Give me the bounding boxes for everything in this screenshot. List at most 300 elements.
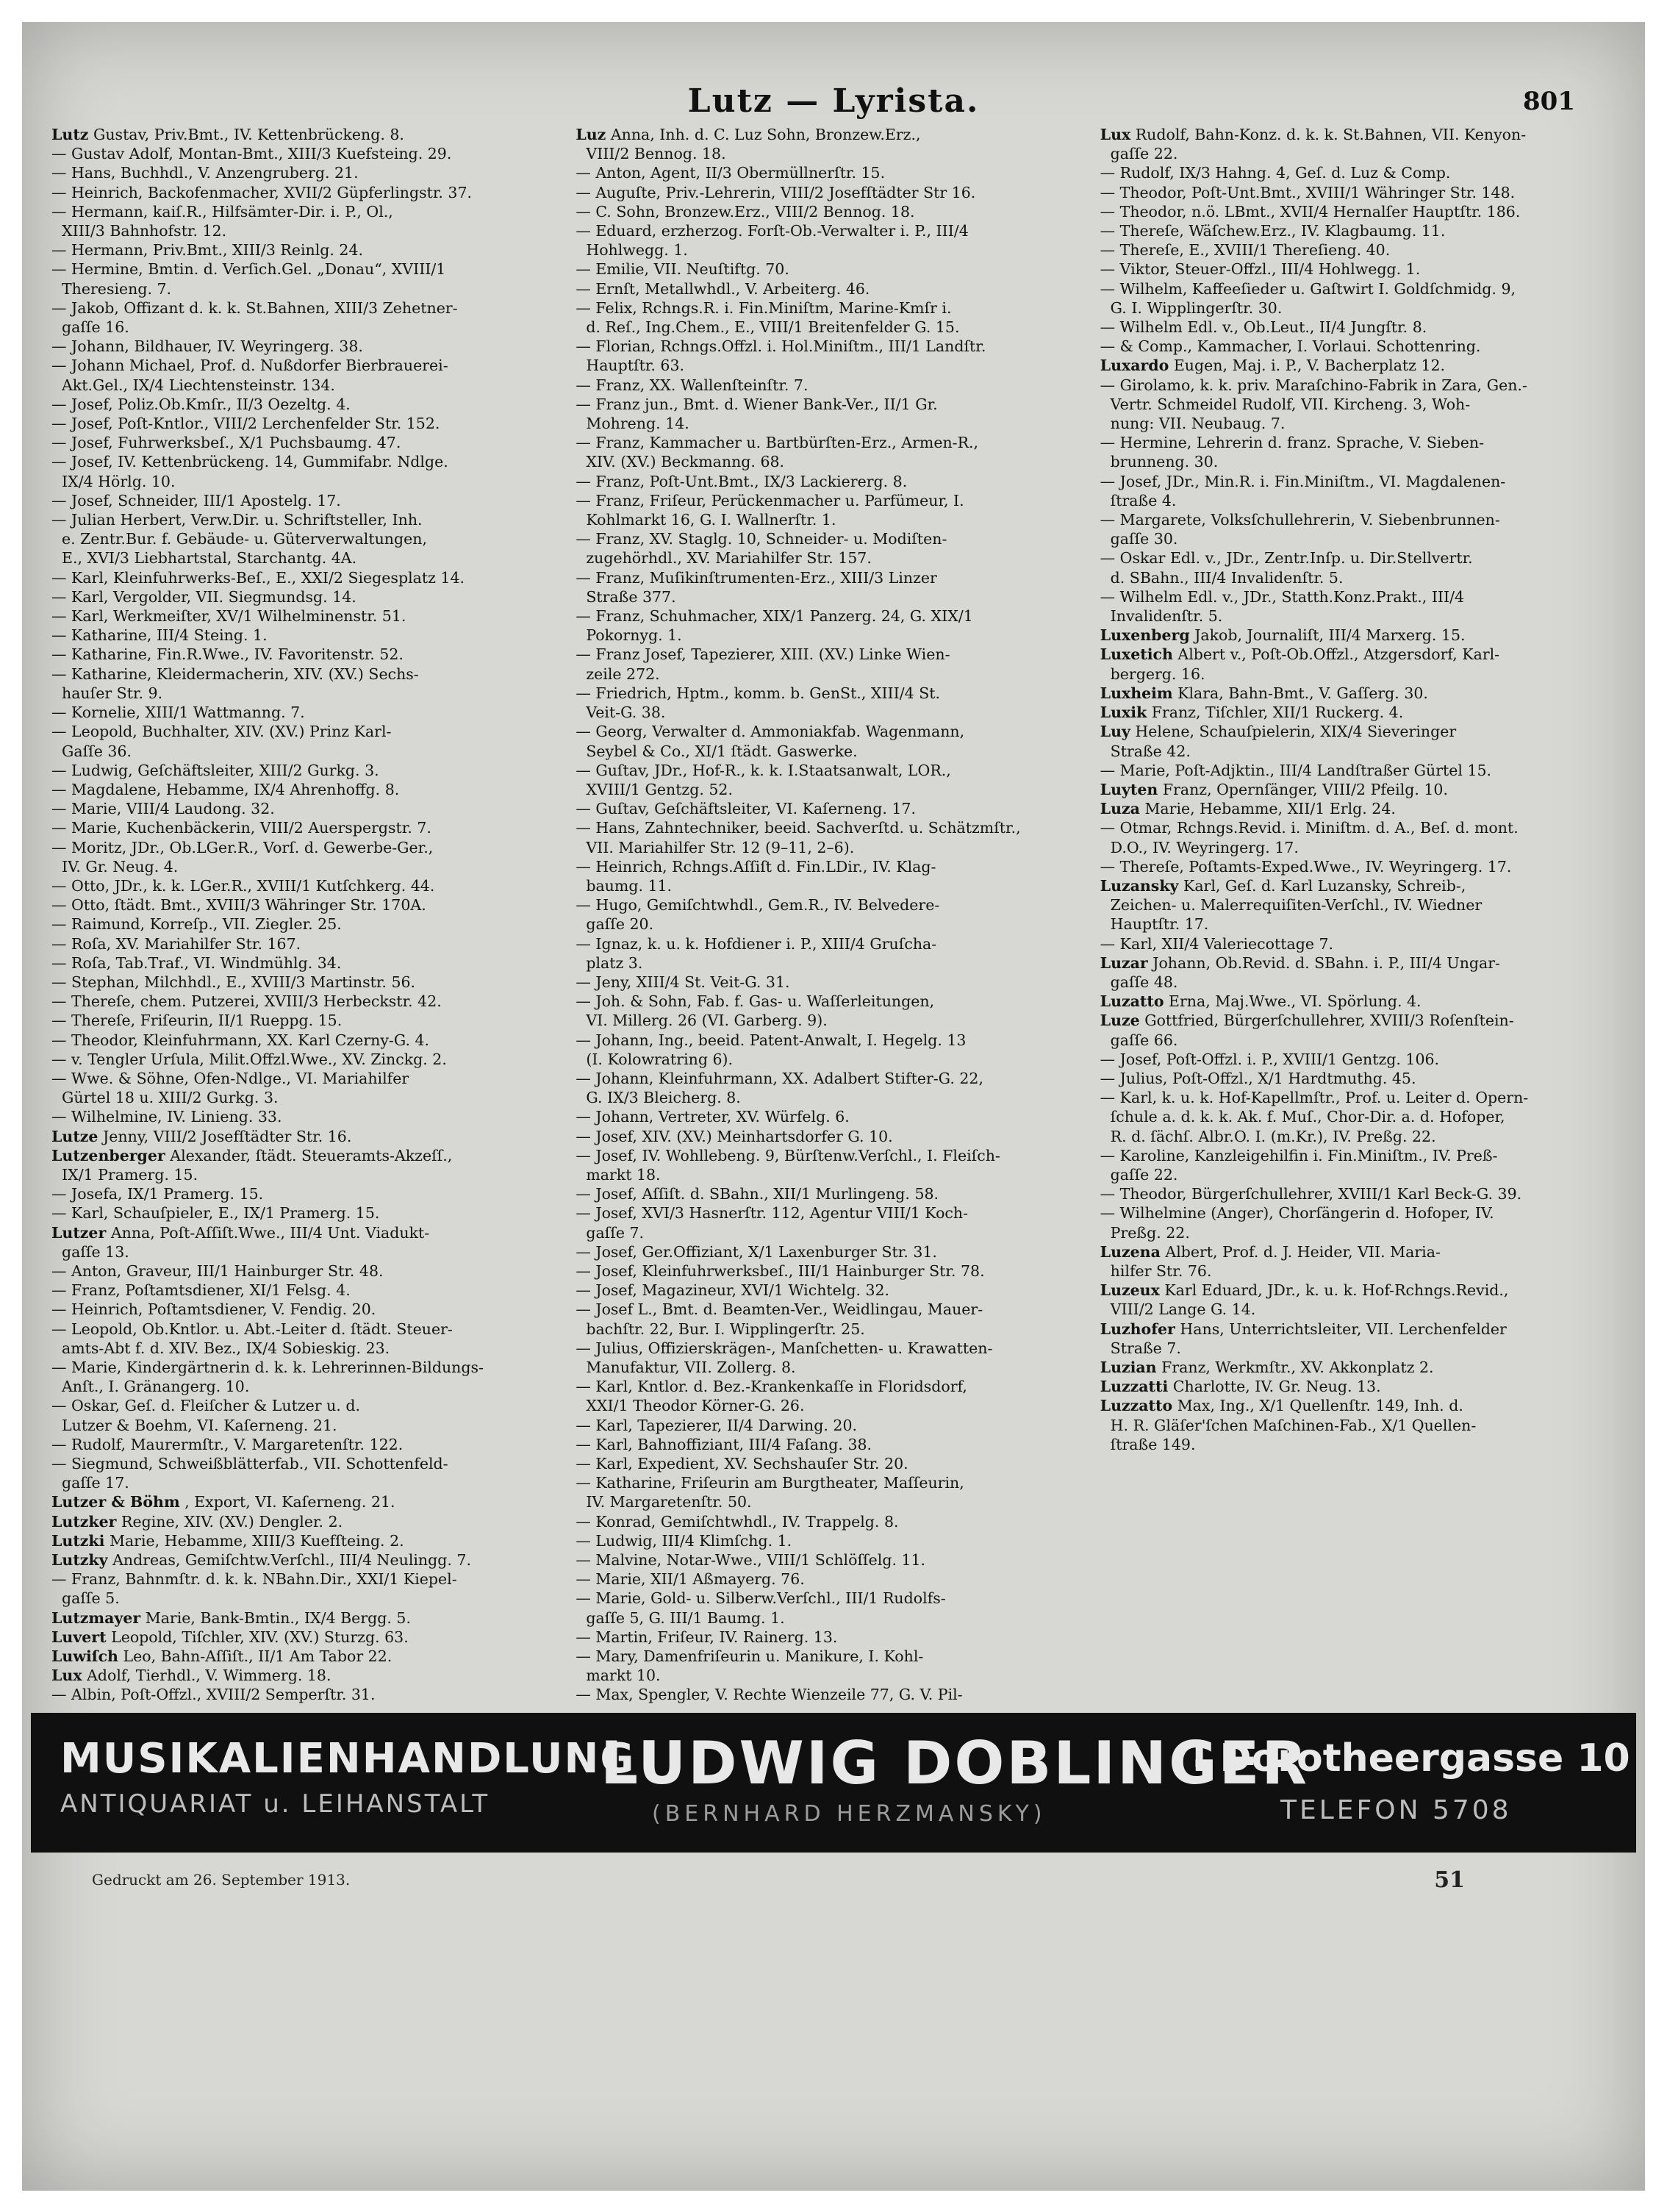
- directory-entry: [576, 1107, 1092, 1126]
- entry-text: — Josef, Kleinfuhrwerksbeſ., III/1 Hainburger Str. 78.: [576, 1261, 985, 1280]
- entry-text: — Josefa, IX/1 Pramerg. 15.: [51, 1185, 264, 1203]
- entry-surname: Lutze: [51, 1127, 98, 1145]
- entry-text: — Johann, Kleinfuhrmann, XX. Adalbert Stifter-G. 22,: [576, 1069, 983, 1087]
- entry-text: — Franz Josef, Tapezierer, XIII. (XV.) Linke Wien-: [576, 645, 950, 664]
- entry-surname: Luzhofer: [1100, 1320, 1175, 1338]
- entry-text: Charlotte, IV. Gr. Neug. 13.: [1172, 1378, 1381, 1396]
- entry-text: — Karl, Bahnoffiziant, III/4 Faſang. 38.: [576, 1435, 872, 1453]
- entry-text: gaſſe 20.: [586, 915, 654, 934]
- entry-continuation: [576, 626, 1092, 645]
- directory-entry: [1100, 279, 1617, 298]
- directory-entry: [576, 1569, 1092, 1589]
- entry-text: Gürtel 18 u. XIII/2 Gurkg. 3.: [62, 1089, 279, 1107]
- directory-entry: [51, 1261, 568, 1281]
- entry-text: G. I. Wipplingerſtr. 30.: [1110, 298, 1283, 317]
- directory-entry: [576, 684, 1092, 703]
- directory-entry: [1100, 202, 1617, 221]
- entry-text: — Katharine, Fin.R.Wwe., IV. Favoritenstr. 52.: [51, 645, 404, 664]
- entry-text: Hans, Unterrichtsleiter, VII. Lerchenfelder: [1180, 1320, 1507, 1338]
- entry-text: — Wilhelmine, IV. Linieng. 33.: [51, 1108, 282, 1126]
- entry-text: — Josef, Aſſiſt. d. SBahn., XII/1 Murlingeng. 58.: [576, 1185, 939, 1203]
- directory-entry: [576, 1203, 1092, 1223]
- directory-entry: [1100, 703, 1617, 722]
- directory-entry: [576, 1242, 1092, 1261]
- entry-text: Theresieng. 7.: [62, 279, 172, 298]
- entry-text: amts-Abt f. d. XIV. Bez., IX/4 Sobieskig. 23.: [62, 1339, 390, 1357]
- entry-continuation: [576, 1088, 1092, 1107]
- entry-text: hauſer Str. 9.: [62, 684, 163, 702]
- entry-text: — Emilie, VII. Neuſtiftg. 70.: [576, 260, 789, 279]
- directory-entry: [1100, 799, 1617, 818]
- entry-text: — Margarete, Volksſchullehrerin, V. Siebenbrunnen-: [1100, 511, 1500, 529]
- directory-entry: [51, 395, 568, 414]
- entry-text: — Thereſe, Wäſchew.Erz., IV. Klagbaumg. 11.: [1100, 222, 1446, 240]
- directory-entry: [51, 1146, 568, 1165]
- entry-text: — Katharine, Kleidermacherin, XIV. (XV.) Sechs-: [51, 665, 419, 683]
- directory-entry: [576, 529, 1092, 548]
- entry-text: Helene, Schauſpielerin, XIX/4 Sieveringer: [1135, 723, 1457, 741]
- directory-entry: [51, 953, 568, 973]
- entry-text: brunneng. 30.: [1110, 453, 1219, 471]
- entry-text: — Katharine, III/4 Steing. 1.: [51, 626, 268, 645]
- entry-text: — Leopold, Ob.Kntlor. u. Abt.-Leiter d. ſtädt. Steuer-: [51, 1320, 453, 1338]
- entry-text: — Josef L., Bmt. d. Beamten-Ver., Weidlingau, Mauer-: [576, 1300, 983, 1319]
- directory-entry: [51, 1184, 568, 1203]
- directory-entry: [51, 1396, 568, 1415]
- entry-surname: Lutzenberger: [51, 1146, 165, 1164]
- entry-text: Gottfried, Bürgerſchullehrer, XVIII/3 Roſenſtein-: [1144, 1012, 1514, 1030]
- entry-continuation: [51, 548, 568, 568]
- directory-entry: [576, 1473, 1092, 1492]
- entry-surname: Luwiſch: [51, 1647, 118, 1666]
- entry-text: zeile 272.: [586, 665, 660, 683]
- directory-entry: [1100, 1242, 1617, 1261]
- directory-entry: [51, 761, 568, 780]
- directory-entry: [51, 510, 568, 529]
- directory-page: [22, 22, 1645, 2191]
- entry-text: ſtraße 149.: [1110, 1435, 1196, 1453]
- directory-entry: [576, 279, 1092, 298]
- entry-text: — Theodor, Poſt-Unt.Bmt., XVIII/1 Währinger Str. 148.: [1100, 183, 1516, 201]
- entry-text: ſchule a. d. k. k. Ak. f. Muſ., Chor-Dir. a. d. Hofoper,: [1110, 1108, 1505, 1126]
- directory-entry: [576, 1550, 1092, 1569]
- directory-entry: [51, 895, 568, 914]
- directory-entry: [576, 1031, 1092, 1050]
- entry-text: — Viktor, Steuer-Offzl., III/4 Hohlwegg. 1.: [1100, 260, 1421, 279]
- entry-continuation: [51, 1473, 568, 1492]
- entry-text: bachſtr. 22, Bur. I. Wipplingerſtr. 25.: [586, 1320, 865, 1338]
- directory-entry: [51, 183, 568, 202]
- entry-continuation: [51, 529, 568, 548]
- entry-text: Hohlwegg. 1.: [586, 241, 688, 260]
- directory-entry: [1100, 183, 1617, 202]
- entry-text: gaſſe 22.: [1110, 145, 1178, 163]
- directory-entry: [51, 665, 568, 684]
- entry-text: IX/4 Hörlg. 10.: [62, 472, 176, 490]
- entry-text: — Johann Michael, Prof. d. Nußdorfer Bierbrauerei-: [51, 357, 448, 375]
- directory-entry: [1100, 626, 1617, 645]
- directory-entry: [1100, 1396, 1617, 1415]
- entry-text: IV. Gr. Neug. 4.: [62, 857, 179, 876]
- directory-entry: [51, 606, 568, 626]
- directory-entry: [576, 1512, 1092, 1531]
- entry-continuation: [576, 452, 1092, 471]
- directory-entry: [51, 780, 568, 799]
- directory-entry: [1100, 125, 1617, 144]
- entry-text: — Theodor, Bürgerſchullehrer, XVIII/1 Karl Beck-G. 39.: [1100, 1185, 1522, 1203]
- entry-continuation: [51, 1242, 568, 1261]
- directory-entry: [1100, 857, 1617, 876]
- entry-text: — Josef, Fuhrwerksbeſ., X/1 Puchsbaumg. 47.: [51, 434, 401, 452]
- entry-text: Alexander, ſtädt. Steueramts-Akzeſſ.,: [170, 1146, 453, 1164]
- entry-text: — Malvine, Notar-Wwe., VIII/1 Schlöſſelg. 11.: [576, 1551, 926, 1569]
- directory-entry: [576, 1435, 1092, 1454]
- column-right: [1100, 125, 1617, 1705]
- entry-continuation: [51, 1339, 568, 1358]
- entry-text: — Katharine, Friſeurin am Burgtheater, Maſſeurin,: [576, 1474, 964, 1492]
- entry-text: Albert v., Poſt-Ob.Offzl., Atzgersdorf, Karl-: [1177, 645, 1500, 664]
- directory-entry: [1100, 818, 1617, 837]
- entry-text: D.O., IV. Weyringerg. 17.: [1110, 838, 1299, 856]
- directory-entry: [1100, 587, 1617, 606]
- entry-text: — Guſtav, Geſchäftsleiter, VI. Kaſerneng. 17.: [576, 800, 916, 818]
- directory-entry: [51, 298, 568, 318]
- entry-continuation: [576, 1165, 1092, 1184]
- entry-text: — Marie, XII/1 Aßmayerg. 76.: [576, 1570, 805, 1589]
- entry-surname: Luzzatto: [1100, 1397, 1173, 1415]
- entry-text: gaſſe 22.: [1110, 1165, 1178, 1184]
- directory-entry: [576, 722, 1092, 741]
- entry-text: VII. Mariahilfer Str. 12 (9–11, 2–6).: [586, 838, 855, 856]
- directory-entry: [51, 1550, 568, 1569]
- entry-text: Invalidenſtr. 5.: [1110, 607, 1223, 626]
- sheet-signature: 51: [1434, 1867, 1465, 1893]
- entry-text: gaſſe 16.: [62, 318, 129, 337]
- entry-text: — Heinrich, Rchngs.Aſſiſt d. Fin.LDir., IV. Klag-: [576, 857, 936, 876]
- directory-columns: [51, 125, 1617, 1705]
- entry-continuation: [1100, 1223, 1617, 1242]
- entry-text: VI. Millerg. 26 (VI. Garberg. 9).: [586, 1012, 828, 1030]
- entry-continuation: [576, 1608, 1092, 1628]
- directory-entry: [576, 125, 1092, 144]
- entry-continuation: [1100, 568, 1617, 587]
- entry-text: markt 10.: [586, 1667, 661, 1685]
- entry-text: — Franz, Bahnmſtr. d. k. k. NBahn.Dir., XXI/1 Kiepel-: [51, 1570, 457, 1589]
- entry-text: baumg. 11.: [586, 876, 673, 895]
- entry-text: Johann, Ob.Revid. d. SBahn. i. P., III/4 Ungar-: [1152, 953, 1500, 972]
- entry-text: — Marie, Kindergärtnerin d. k. k. Lehrerinnen-Bildungs-: [51, 1359, 484, 1376]
- directory-entry: [51, 491, 568, 510]
- directory-entry: [51, 838, 568, 857]
- entry-text: — Franz, Friſeur, Perückenmacher u. Parfümeur, I.: [576, 491, 964, 509]
- entry-text: — Hermann, kaiſ.R., Hilfsämter-Dir. i. P., Ol.,: [51, 202, 393, 221]
- entry-text: — Marie, Kuchenbäckerin, VIII/2 Auerspergstr. 7.: [51, 819, 431, 837]
- entry-text: — Roſa, Tab.Traf., VI. Windmühlg. 34.: [51, 953, 342, 972]
- entry-text: gaſſe 5, G. III/1 Baumg. 1.: [586, 1608, 785, 1627]
- entry-continuation: [576, 780, 1092, 799]
- entry-text: — Josef, XVI/3 Hasnerſtr. 112, Agentur VIII/1 Koch-: [576, 1204, 969, 1223]
- directory-entry: [576, 1531, 1092, 1550]
- entry-text: — Thereſe, Friſeurin, II/1 Rueppg. 15.: [51, 1012, 343, 1030]
- directory-entry: [1100, 645, 1617, 664]
- entry-text: — Josef, Poliz.Ob.Kmſr., II/3 Oezeltg. 4.: [51, 395, 351, 413]
- entry-text: — Karl, Kntlor. d. Bez.-Krankenkaſſe in Floridsdorf,: [576, 1378, 967, 1396]
- directory-entry: [51, 1647, 568, 1666]
- directory-entry: [51, 818, 568, 837]
- entry-text: Marie, Hebamme, XIII/3 Kuefſteing. 2.: [109, 1531, 404, 1550]
- entry-text: Klara, Bahn-Bmt., V. Gaſſerg. 30.: [1177, 684, 1428, 702]
- directory-entry: [1100, 548, 1617, 568]
- directory-entry: [51, 1358, 568, 1377]
- entry-continuation: [51, 1088, 568, 1107]
- entry-text: — Ludwig, III/4 Klimſchg. 1.: [576, 1531, 792, 1550]
- entry-text: — Josef, Magazineur, XVI/1 Wichtelg. 32.: [576, 1281, 890, 1300]
- entry-continuation: [576, 144, 1092, 163]
- print-date: Gedruckt am 26. September 1913.: [92, 1871, 351, 1889]
- entry-continuation: [576, 703, 1092, 722]
- directory-entry: [576, 1416, 1092, 1435]
- entry-surname: Luze: [1100, 1012, 1140, 1030]
- entry-surname: Luz: [576, 126, 606, 143]
- entry-text: — Heinrich, Poſtamtsdiener, V. Fendig. 20.: [51, 1300, 376, 1319]
- entry-text: XIV. (XV.) Beckmanng. 68.: [586, 453, 785, 471]
- entry-text: Jenny, VIII/2 Josefſtädter Str. 16.: [103, 1127, 352, 1145]
- entry-continuation: [51, 1589, 568, 1608]
- entry-text: — Thereſe, Poſtamts-Exped.Wwe., IV. Weyringerg. 17.: [1100, 857, 1512, 876]
- entry-text: Andreas, Gemiſchtw.Verſchl., III/4 Neulingg. 7.: [112, 1551, 471, 1569]
- entry-continuation: [1100, 1031, 1617, 1050]
- entry-text: Leo, Bahn-Aſſiſt., II/1 Am Tabor 22.: [123, 1647, 392, 1666]
- directory-entry: [576, 1069, 1092, 1088]
- entry-text: — Gustav Adolf, Montan-Bmt., XIII/3 Kuefsteing. 29.: [51, 145, 452, 163]
- entry-text: — Franz, Kammacher u. Bartbürſten-Erz., Armen-R.,: [576, 434, 979, 452]
- page-number: 801: [1523, 87, 1575, 116]
- entry-text: Veit-G. 38.: [586, 704, 666, 722]
- entry-text: d. Reſ., Ing.Chem., E., VIII/1 Breitenfelder G. 15.: [586, 318, 960, 337]
- entry-continuation: [1100, 529, 1617, 548]
- page-title: Lutz — Lyrista.: [687, 82, 980, 120]
- entry-text: XVIII/1 Gentzg. 52.: [586, 780, 733, 798]
- entry-text: Lutzer & Boehm, VI. Kaſerneng. 21.: [62, 1416, 337, 1434]
- entry-continuation: [1100, 665, 1617, 684]
- entry-text: — Hermine, Lehrerin d. franz. Sprache, V. Sieben-: [1100, 434, 1485, 452]
- directory-entry: [1100, 163, 1617, 182]
- entry-text: Gaſſe 36.: [62, 742, 132, 760]
- entry-text: — Josef, Poſt-Kntlor., VIII/2 Lerchenfelder Str. 152.: [51, 415, 440, 433]
- entry-surname: Luzansky: [1100, 876, 1179, 895]
- entry-text: — Franz, Poſtamtsdiener, XI/1 Felsg. 4.: [51, 1281, 351, 1300]
- directory-entry: [1100, 1281, 1617, 1300]
- entry-text: — Friedrich, Hptm., komm. b. GenSt., XIII/4 St.: [576, 684, 941, 702]
- directory-entry: [1100, 1320, 1617, 1339]
- directory-entry: [51, 1203, 568, 1223]
- entry-text: Adolf, Tierhdl., V. Wimmerg. 18.: [87, 1667, 331, 1685]
- entry-continuation: [51, 279, 568, 298]
- directory-entry: [576, 1261, 1092, 1281]
- entry-continuation: [51, 1416, 568, 1435]
- entry-text: — Hermine, Bmtin. d. Verſich.Gel. „Donau“, XVIII/1: [51, 260, 446, 279]
- entry-surname: Lutzki: [51, 1531, 105, 1550]
- directory-entry: [51, 992, 568, 1011]
- directory-entry: [576, 973, 1092, 992]
- entry-continuation: [51, 472, 568, 491]
- entry-continuation: [1100, 1416, 1617, 1435]
- directory-entry: [1100, 761, 1617, 780]
- entry-text: — Ernſt, Metallwhdl., V. Arbeiterg. 46.: [576, 279, 870, 298]
- entry-text: — & Comp., Kammacher, I. Vorlaui. Schottenring.: [1100, 337, 1481, 356]
- entry-text: Hauptſtr. 17.: [1110, 915, 1209, 934]
- entry-text: — Otto, JDr., k. k. LGer.R., XVIII/1 Kutſchkerg. 44.: [51, 876, 435, 895]
- entry-continuation: [51, 857, 568, 876]
- entry-text: — Eduard, erzherzog. Forſt-Ob.-Verwalter i. P., III/4: [576, 222, 969, 240]
- entry-text: — Albin, Poſt-Offzl., XVIII/2 Semperſtr. 31.: [51, 1686, 376, 1704]
- directory-entry: [576, 183, 1092, 202]
- entry-text: — Thereſe, chem. Putzerei, XVIII/3 Herbeckstr. 42.: [51, 992, 442, 1011]
- directory-entry: [576, 1146, 1092, 1165]
- directory-entry: [51, 125, 568, 144]
- entry-text: Eugen, Maj. i. P., V. Bacherplatz 12.: [1173, 357, 1446, 375]
- directory-entry: [1100, 433, 1617, 452]
- directory-entry: [1100, 1069, 1617, 1088]
- directory-entry: [1100, 684, 1617, 703]
- entry-text: — Oskar, Geſ. d. Fleiſcher & Lutzer u. d.: [51, 1397, 360, 1415]
- entry-text: Kohlmarkt 16, G. I. Wallnerſtr. 1.: [586, 511, 836, 529]
- entry-text: Rudolf, Bahn-Konz. d. k. k. St.Bahnen, VII. Kenyon-: [1135, 126, 1527, 143]
- directory-entry: [51, 337, 568, 356]
- entry-text: — Siegmund, Schweißblätterfab., VII. Schottenfeld-: [51, 1455, 448, 1473]
- entry-text: e. Zentr.Bur. f. Gebäude- u. Güterverwaltungen,: [62, 530, 427, 548]
- entry-text: — Karl, Expedient, XV. Sechshauſer Str. 20.: [576, 1455, 908, 1473]
- entry-text: Marie, Hebamme, XII/1 Erlg. 24.: [1144, 800, 1396, 818]
- directory-entry: [51, 626, 568, 645]
- entry-text: — Marie, Poſt-Adjktin., III/4 Landſtraßer Gürtel 15.: [1100, 761, 1492, 779]
- ad-shop-subtitle: ANTIQUARIAT u. LEIHANSTALT: [60, 1789, 490, 1819]
- entry-text: — Marie, Gold- u. Silberw.Verſchl., III/1 Rudolfs-: [576, 1589, 946, 1608]
- entry-text: — Girolamo, k. k. priv. Maraſchino-Fabrik in Zara, Gen.-: [1100, 376, 1527, 394]
- entry-continuation: [576, 414, 1092, 433]
- entry-text: R. d. ſächſ. Albr.O. I. (m.Kr.), IV. Preßg. 22.: [1110, 1127, 1436, 1145]
- entry-surname: Luzena: [1100, 1242, 1161, 1261]
- directory-entry: [576, 202, 1092, 221]
- entry-text: — Rudolf, Maurermſtr., V. Margaretenſtr. 122.: [51, 1435, 404, 1453]
- entry-text: — Anton, Agent, II/3 Obermüllnerſtr. 15.: [576, 164, 886, 182]
- directory-entry: [576, 395, 1092, 414]
- entry-text: — Josef, Poſt-Offzl. i. P., XVIII/1 Gentzg. 106.: [1100, 1050, 1440, 1068]
- directory-entry: [51, 1492, 568, 1511]
- entry-text: — Hans, Buchhdl., V. Anzengruberg. 21.: [51, 164, 359, 182]
- entry-text: — Johann, Vertreter, XV. Würfelg. 6.: [576, 1108, 850, 1126]
- entry-text: Franz, Opernſänger, VIII/2 Pfeilg. 10.: [1162, 780, 1448, 798]
- entry-continuation: [576, 876, 1092, 895]
- entry-text: — Franz, Muſikinſtrumenten-Erz., XIII/3 Linzer: [576, 568, 937, 587]
- directory-entry: [1100, 240, 1617, 260]
- entry-continuation: [576, 1223, 1092, 1242]
- directory-entry: [576, 645, 1092, 664]
- entry-text: — Heinrich, Backofenmacher, XVII/2 Güpferlingstr. 37.: [51, 183, 473, 201]
- directory-entry: [51, 1685, 568, 1704]
- directory-entry: [576, 761, 1092, 780]
- entry-text: G. IX/3 Bleicherg. 8.: [586, 1089, 741, 1107]
- entry-text: — Theodor, n.ö. LBmt., XVII/4 Hernalſer Hauptſtr. 186.: [1100, 202, 1521, 221]
- entry-text: — Jakob, Offizant d. k. k. St.Bahnen, XIII/3 Zehetner-: [51, 298, 458, 317]
- entry-text: — Martin, Friſeur, IV. Rainerg. 13.: [576, 1628, 838, 1646]
- entry-text: — Karl, Werkmeiſter, XV/1 Wilhelminenstr. 51.: [51, 607, 406, 626]
- entry-continuation: [1100, 1339, 1617, 1358]
- directory-entry: [51, 240, 568, 260]
- entry-text: — Magdalene, Hebamme, IX/4 Ahrenhoffg. 8.: [51, 780, 400, 798]
- entry-text: Jakob, Journaliſt, III/4 Marxerg. 15.: [1194, 626, 1466, 645]
- entry-text: — Johann, Ing., beeid. Patent-Anwalt, I. Hegelg. 13: [576, 1031, 967, 1049]
- entry-surname: Luvert: [51, 1628, 107, 1646]
- entry-text: VIII/2 Lange G. 14.: [1110, 1300, 1256, 1319]
- directory-entry: [51, 1031, 568, 1050]
- directory-entry: [51, 1281, 568, 1300]
- entry-continuation: [51, 318, 568, 337]
- entry-text: markt 18.: [586, 1165, 661, 1184]
- entry-text: — Josef, IV. Wohllebeng. 9, Bürſtenw.Verſchl., I. Fleiſch-: [576, 1146, 1000, 1164]
- directory-entry: [576, 163, 1092, 182]
- directory-entry: [1100, 356, 1617, 375]
- column-middle: [576, 125, 1092, 1705]
- entry-surname: Lutzker: [51, 1512, 117, 1531]
- entry-text: — Ludwig, Geſchäftsleiter, XIII/2 Gurkg. 3.: [51, 761, 379, 779]
- entry-text: Straße 7.: [1110, 1339, 1181, 1357]
- directory-entry: [51, 1320, 568, 1339]
- entry-text: Leopold, Tiſchler, XIV. (XV.) Sturzg. 63.: [111, 1628, 409, 1646]
- directory-entry: [1100, 1011, 1617, 1030]
- entry-text: — Guſtav, JDr., Hof-R., k. k. I.Staatsanwalt, LOR.,: [576, 761, 951, 779]
- entry-continuation: [576, 240, 1092, 260]
- entry-continuation: [576, 1666, 1092, 1685]
- entry-text: Franz, Tiſchler, XII/1 Ruckerg. 4.: [1151, 704, 1404, 722]
- directory-entry: [51, 1531, 568, 1550]
- directory-entry: [51, 433, 568, 452]
- directory-entry: [1100, 876, 1617, 895]
- entry-text: Vertr. Schmeidel Rudolf, VII. Kircheng. 3, Woh-: [1110, 395, 1471, 413]
- directory-entry: [1100, 1377, 1617, 1396]
- entry-text: Franz, Werkmſtr., XV. Akkonplatz 2.: [1161, 1359, 1434, 1376]
- column-left: [51, 125, 568, 1705]
- entry-surname: Luxetich: [1100, 645, 1173, 664]
- entry-text: — Leopold, Buchhalter, XIV. (XV.) Prinz Karl-: [51, 723, 392, 741]
- entry-continuation: [576, 1358, 1092, 1377]
- entry-text: — Julian Herbert, Verw.Dir. u. Schriftsteller, Inh.: [51, 511, 423, 529]
- entry-text: — Karl, Vergolder, VII. Siegmundsg. 14.: [51, 587, 356, 606]
- entry-text: zugehörhdl., XV. Mariahilfer Str. 157.: [586, 549, 872, 568]
- directory-entry: [1100, 1146, 1617, 1165]
- entry-text: — Konrad, Gemiſchtwhdl., IV. Trappelg. 8.: [576, 1512, 899, 1531]
- entry-text: H. R. Gläſer'ſchen Maſchinen-Fab., X/1 Quellen-: [1110, 1416, 1477, 1434]
- entry-continuation: [576, 548, 1092, 568]
- entry-text: Max, Ing., X/1 Quellenſtr. 149, Inh. d.: [1177, 1397, 1463, 1415]
- directory-entry: [51, 1512, 568, 1531]
- directory-entry: [51, 144, 568, 163]
- directory-entry: [51, 1435, 568, 1454]
- entry-text: — Karl, XII/4 Valeriecottage 7.: [1100, 934, 1334, 953]
- entry-text: Regine, XIV. (XV.) Dengler. 2.: [121, 1512, 343, 1531]
- entry-continuation: [1100, 298, 1617, 318]
- entry-surname: Luxardo: [1100, 357, 1169, 375]
- entry-continuation: [51, 1377, 568, 1396]
- entry-text: — Wilhelm Edl. v., Ob.Leut., II/4 Jungſtr. 8.: [1100, 318, 1427, 337]
- directory-entry: [51, 703, 568, 722]
- directory-entry: [576, 1589, 1092, 1608]
- directory-entry: [51, 1454, 568, 1473]
- entry-text: — Marie, VIII/4 Laudong. 32.: [51, 800, 275, 818]
- directory-entry: [1100, 1358, 1617, 1377]
- entry-surname: Luxenberg: [1100, 626, 1190, 645]
- entry-text: Manufaktur, VII. Zollerg. 8.: [586, 1359, 796, 1376]
